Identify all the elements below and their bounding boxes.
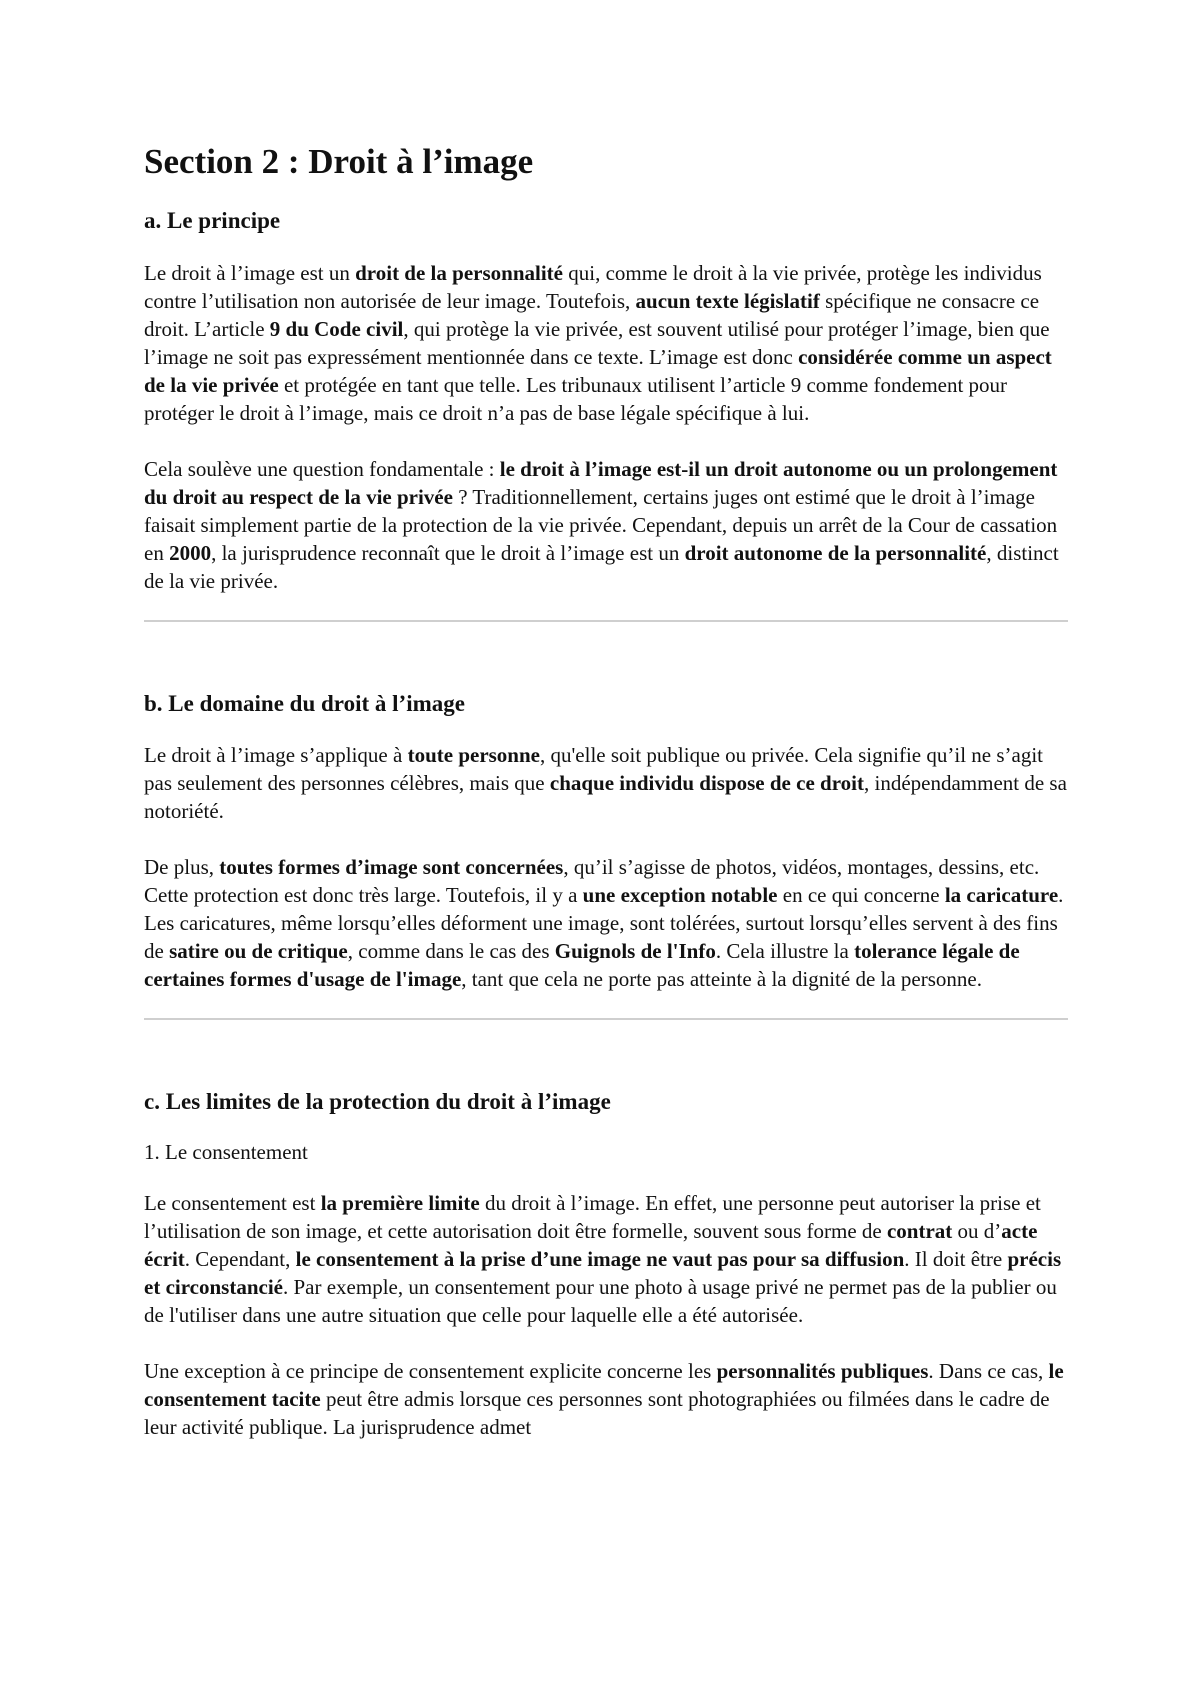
bold-run: aucun texte législatif: [635, 288, 820, 313]
text-run: en ce qui concerne: [777, 883, 945, 908]
text-run: , distinct de la vie privée.: [144, 540, 1059, 593]
text-run: . Par exemple, un consentement pour une photo à usage privé ne permet pas de la publier ou de l'utiliser dans une autre situation que celle pour laquelle elle a été autorisée.: [144, 1275, 1057, 1328]
text-run: ? Traditionnellement, certains juges ont estimé que le droit à l’image faisait simplement partie de la protection de la vie privée. Cependant, depuis un arrêt de la Cour de cassation en: [144, 484, 1058, 565]
bold-run: toute personne: [407, 743, 540, 768]
text-run: . Les caricatures, même lorsqu’elles déforment une image, sont tolérées, surtout lorsqu’elles servent à des fins de: [144, 883, 1064, 964]
paragraph-domaine-2: [144, 853, 1068, 993]
text-run: peut être admis lorsque ces personnes sont photographiées ou filmées dans le cadre de leur activité publique. La jurisprudence admet: [144, 1387, 1050, 1440]
bold-run: la première limite: [320, 1191, 480, 1216]
heading-le-principe: a. Le principe: [144, 208, 281, 234]
section-divider: [144, 620, 1068, 622]
bold-run: droit autonome de la personnalité: [684, 540, 987, 565]
bold-run: satire ou de critique: [169, 939, 348, 964]
text-run: , comme dans le cas des: [347, 939, 555, 964]
text-run: du droit à l’image. En effet, une personne peut autoriser la prise et l’utilisation de son image, et cette autorisation doit être formelle, souvent sous forme de: [144, 1191, 1041, 1244]
bold-run: le consentement à la prise d’une image ne vaut pas pour sa diffusion: [295, 1247, 905, 1272]
paragraph-consentement-2: [144, 1357, 1068, 1441]
bold-run: tolerance légale de certaines formes d'usage de l'image: [144, 939, 1020, 992]
section-divider: [144, 1018, 1068, 1020]
text-run: , qui protège la vie privée, est souvent utilisé pour protéger l’image, bien que l’image ne soit pas expressément mentionnée dans ce texte. L’image est donc: [144, 316, 1050, 369]
bold-run: la caricature: [944, 883, 1059, 908]
text-run: . Cela illustre la: [715, 939, 855, 964]
text-run: ou d’: [952, 1219, 1002, 1244]
bold-run: chaque individu dispose de ce droit: [549, 771, 864, 796]
text-run: qui, comme le droit à la vie privée, protège les individus contre l’utilisation non autorisée de leur image. Toutefois,: [144, 260, 1042, 313]
text-run: , qu’il s’agisse de photos, vidéos, montages, dessins, etc. Cette protection est donc très large. Toutefois, il y a: [144, 855, 1040, 908]
paragraph-principe-2: [144, 455, 1068, 595]
bold-run: précis et circonstancié: [144, 1247, 1062, 1300]
bold-run: une exception notable: [582, 883, 778, 908]
heading-consentement: 1. Le consentement: [144, 1140, 308, 1165]
text-run: . Cependant,: [184, 1247, 296, 1272]
paragraph-principe-1: [144, 259, 1068, 427]
text-run: Cela soulève une question fondamentale :: [144, 456, 500, 481]
text-run: . Dans ce cas,: [928, 1359, 1049, 1384]
bold-run: 2000: [169, 540, 212, 565]
text-run: spécifique ne consacre ce droit. L’article: [144, 288, 1040, 341]
bold-run: droit de la personnalité: [355, 260, 563, 285]
text-run: Le droit à l’image est un: [144, 260, 356, 285]
heading-domaine: b. Le domaine du droit à l’image: [144, 690, 465, 716]
text-run: , la jurisprudence reconnaît que le droit à l’image est un: [211, 540, 685, 565]
heading-limites: c. Les limites de la protection du droit à l’image: [144, 1089, 611, 1115]
text-run: Le droit à l’image s’applique à: [144, 743, 408, 768]
text-run: , indépendamment de sa notoriété.: [144, 771, 1067, 824]
bold-run: le droit à l’image est-il un droit autonome ou un prolongement du droit au respect de la vie privée: [144, 456, 1058, 509]
bold-run: contrat: [886, 1219, 953, 1244]
text-run: De plus,: [144, 855, 220, 880]
text-run: et protégée en tant que telle. Les tribunaux utilisent l’article 9 comme fondement pour protéger le droit à l’image, mais ce droit n’a pas de base légale spécifique à lui.: [144, 372, 1008, 425]
paragraph-domaine-1: [144, 741, 1068, 825]
bold-run: toutes formes d’image sont concernées: [219, 855, 564, 880]
bold-run: 9 du Code civil: [269, 316, 404, 341]
text-run: Une exception à ce principe de consentement explicite concerne les: [144, 1359, 717, 1384]
paragraph-consentement-1: [144, 1189, 1068, 1329]
bold-run: Guignols de l'Info: [554, 939, 716, 964]
page-title: Section 2 : Droit à l’image: [144, 142, 534, 181]
text-run: , tant que cela ne porte pas atteinte à la dignité de la personne.: [461, 967, 982, 992]
bold-run: personnalités publiques: [716, 1359, 929, 1384]
text-run: Le consentement est: [144, 1191, 321, 1216]
bold-run: acte écrit: [144, 1219, 1038, 1272]
text-run: , qu'elle soit publique ou privée. Cela signifie qu’il ne s’agit pas seulement des personnes célèbres, mais que: [144, 743, 1044, 796]
bold-run: considérée comme un aspect de la vie privée: [144, 344, 1052, 397]
text-run: . Il doit être: [904, 1247, 1008, 1272]
bold-run: le consentement tacite: [144, 1359, 1064, 1412]
